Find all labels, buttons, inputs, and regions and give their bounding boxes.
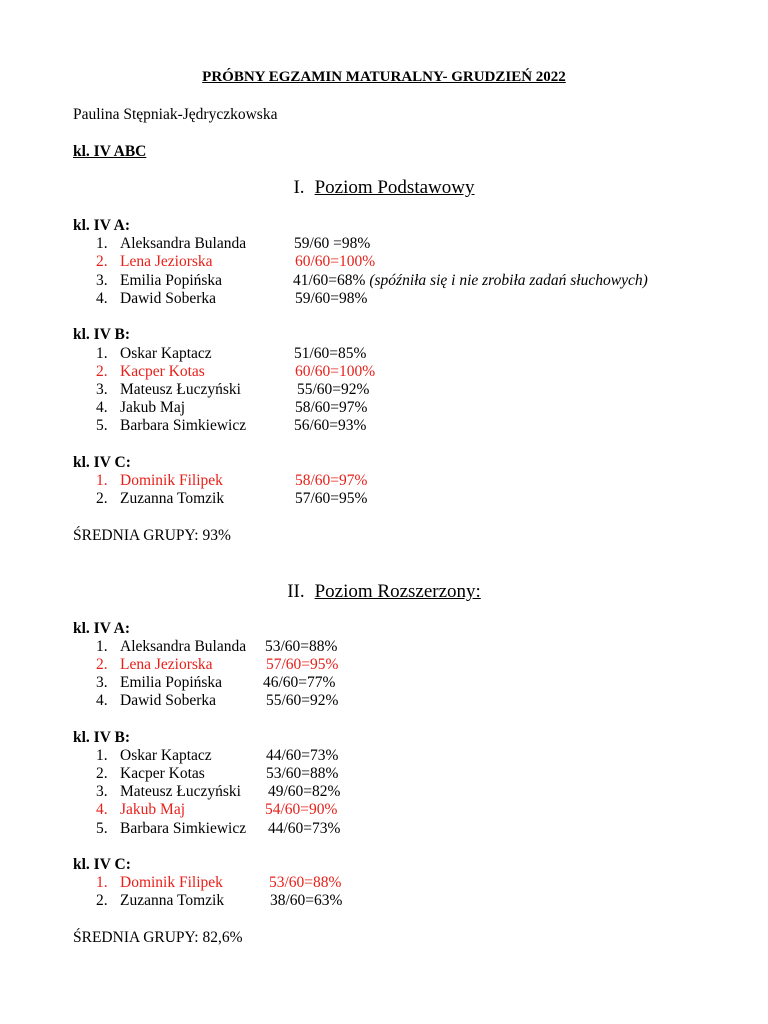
class-label-extended-c: kl. IV C: xyxy=(73,856,131,873)
item-number: 2. xyxy=(96,490,108,507)
student-score: 44/60=73% xyxy=(268,820,341,837)
list-item xyxy=(96,638,246,656)
list-item xyxy=(96,345,212,363)
item-number: 1. xyxy=(96,638,108,655)
list-item xyxy=(96,820,246,838)
student-name: Emilia Popińska xyxy=(120,674,223,691)
item-number: 3. xyxy=(96,674,108,691)
list-item xyxy=(96,417,246,435)
list-item xyxy=(96,747,212,765)
student-name: Emilia Popińska xyxy=(120,272,223,289)
list-item xyxy=(96,381,241,399)
class-label-basic-c: kl. IV C: xyxy=(73,454,131,471)
item-number: 1. xyxy=(96,472,108,489)
section-name: Poziom Podstawowy xyxy=(314,177,475,198)
student-name: Kacper Kotas xyxy=(120,363,205,380)
score-note: (spóźniła się i nie zrobiła zadań słuchowych) xyxy=(369,272,648,289)
student-score: 53/60=88% xyxy=(266,765,339,782)
item-number: 1. xyxy=(96,747,108,764)
student-score: 60/60=100% xyxy=(295,253,376,270)
student-score: 38/60=63% xyxy=(270,892,343,909)
section-numeral: II. xyxy=(287,581,305,602)
item-number: 2. xyxy=(96,253,108,270)
student-name: Dawid Soberka xyxy=(120,692,216,709)
student-score: 59/60 =98% xyxy=(294,235,371,252)
item-number: 3. xyxy=(96,783,108,800)
item-number: 4. xyxy=(96,399,108,416)
class-label-basic-b: kl. IV B: xyxy=(73,326,130,343)
list-item xyxy=(96,472,223,490)
list-item xyxy=(96,656,213,674)
student-name: Mateusz Łuczyński xyxy=(120,783,241,800)
item-number: 1. xyxy=(96,235,108,252)
item-number: 2. xyxy=(96,656,108,673)
list-item xyxy=(96,801,185,819)
item-number: 2. xyxy=(96,765,108,782)
student-name: Zuzanna Tomzik xyxy=(120,892,225,909)
item-number: 4. xyxy=(96,290,108,307)
list-item xyxy=(96,692,216,710)
student-name: Barbara Simkiewicz xyxy=(120,820,247,837)
student-name: Mateusz Łuczyński xyxy=(120,381,241,398)
group-average-basic: ŚREDNIA GRUPY: 93% xyxy=(73,527,231,544)
student-score: 44/60=73% xyxy=(266,747,339,764)
section-name: Poziom Rozszerzony: xyxy=(314,581,481,602)
group-label: kl. IV ABC xyxy=(73,143,147,160)
list-item xyxy=(96,674,222,692)
student-score: 53/60=88% xyxy=(269,874,342,891)
student-name: Zuzanna Tomzik xyxy=(120,490,225,507)
item-number: 2. xyxy=(96,892,108,909)
item-number: 3. xyxy=(96,381,108,398)
student-score: 60/60=100% xyxy=(295,363,376,380)
item-number: 1. xyxy=(96,345,108,362)
student-score: 55/60=92% xyxy=(266,692,339,709)
item-number: 1. xyxy=(96,874,108,891)
item-number: 5. xyxy=(96,417,108,434)
student-name: Kacper Kotas xyxy=(120,765,205,782)
teacher-name: Paulina Stępniak-Jędryczkowska xyxy=(73,106,278,123)
student-score: 57/60=95% xyxy=(266,656,339,673)
student-score: 56/60=93% xyxy=(294,417,367,434)
list-item xyxy=(96,399,185,417)
item-number: 4. xyxy=(96,801,108,818)
item-number: 4. xyxy=(96,692,108,709)
group-average-extended: ŚREDNIA GRUPY: 82,6% xyxy=(73,929,243,946)
item-number: 2. xyxy=(96,363,108,380)
list-item xyxy=(96,363,205,381)
student-name: Jakub Maj xyxy=(120,801,186,818)
list-item xyxy=(96,874,223,892)
student-score-with-note xyxy=(293,272,648,290)
class-label-extended-b: kl. IV B: xyxy=(73,729,130,746)
student-score: 59/60=98% xyxy=(295,290,368,307)
list-item xyxy=(96,253,213,271)
class-label-basic-a: kl. IV A: xyxy=(73,217,130,234)
item-number: 5. xyxy=(96,820,108,837)
list-item xyxy=(96,490,224,508)
section-heading-extended xyxy=(0,581,768,603)
student-score: 57/60=95% xyxy=(295,490,368,507)
item-number: 3. xyxy=(96,272,108,289)
list-item xyxy=(96,783,241,801)
section-heading-basic xyxy=(0,177,768,199)
student-name: Dawid Soberka xyxy=(120,290,216,307)
student-name: Aleksandra Bulanda xyxy=(120,638,247,655)
student-name: Oskar Kaptacz xyxy=(120,747,212,764)
student-score: 49/60=82% xyxy=(268,783,341,800)
student-name: Dominik Filipek xyxy=(120,874,223,891)
student-name: Lena Jeziorska xyxy=(120,656,213,673)
document-title: PRÓBNY EGZAMIN MATURALNY- GRUDZIEŃ 2022 xyxy=(202,69,566,85)
list-item xyxy=(96,290,216,308)
student-score: 46/60=77% xyxy=(263,674,336,691)
class-label-extended-a: kl. IV A: xyxy=(73,620,130,637)
student-score: 41/60=68% xyxy=(293,272,366,289)
student-score: 54/60=90% xyxy=(265,801,338,818)
student-name: Barbara Simkiewicz xyxy=(120,417,247,434)
student-name: Dominik Filipek xyxy=(120,472,223,489)
list-item xyxy=(96,892,224,910)
student-name: Jakub Maj xyxy=(120,399,186,416)
student-name: Aleksandra Bulanda xyxy=(120,235,247,252)
student-name: Lena Jeziorska xyxy=(120,253,213,270)
student-score: 58/60=97% xyxy=(295,399,368,416)
student-score: 58/60=97% xyxy=(295,472,368,489)
section-numeral: I. xyxy=(293,177,305,198)
student-score: 55/60=92% xyxy=(297,381,370,398)
student-name: Oskar Kaptacz xyxy=(120,345,212,362)
list-item xyxy=(96,235,246,253)
student-score: 51/60=85% xyxy=(294,345,367,362)
list-item xyxy=(96,765,205,783)
list-item xyxy=(96,272,222,290)
student-score: 53/60=88% xyxy=(265,638,338,655)
